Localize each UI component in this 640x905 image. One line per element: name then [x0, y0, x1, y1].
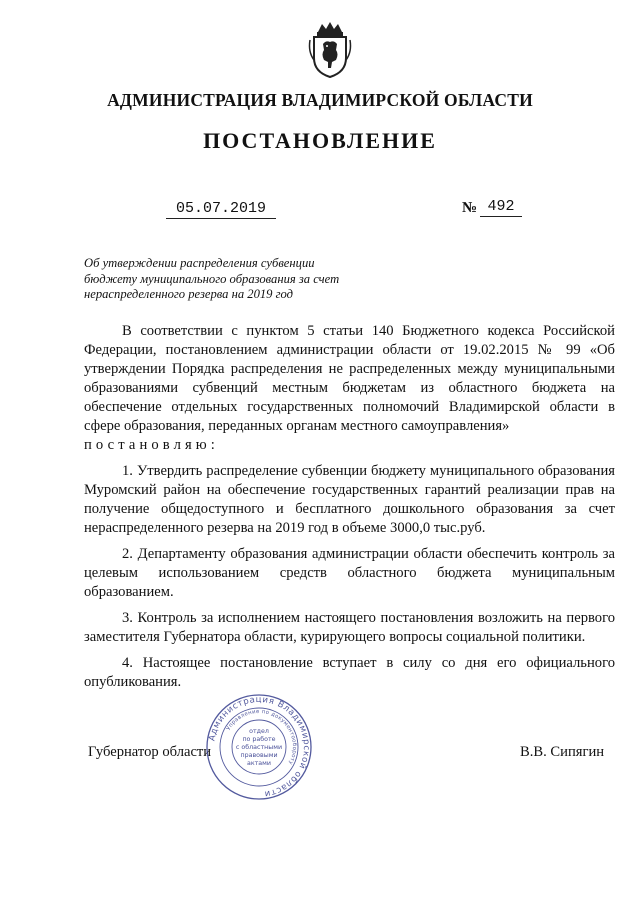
item-paragraph-4: 4. Настоящее постановление вступает в силу со дня его официального опубликования. [84, 655, 615, 690]
document-type-title: ПОСТАНОВЛЕНИЕ [203, 128, 437, 153]
subject-line: нераспределенного резерва на 2019 год [84, 287, 294, 301]
document-number: 492 [480, 198, 522, 217]
subject-line: Об утверждении распределения субвенции [84, 256, 315, 270]
stamp-ring-text: Управление по документообороту [225, 708, 298, 766]
signatory-position: Губернатор области [88, 744, 212, 760]
subject-line: бюджету муниципального образования за счет [84, 271, 340, 286]
stamp-center-line: по работе [242, 736, 276, 743]
official-stamp-icon [205, 693, 313, 801]
resolve-word: постановляю: [84, 437, 219, 453]
item-paragraph-3: 3. Контроль за исполнением настоящего постановления возложить на первого заместителя Губернатора области, курирующего вопросы социальной политики. [84, 610, 615, 645]
preamble-paragraph [84, 322, 615, 455]
stamp-center-line: актами [246, 760, 272, 767]
document-body [84, 322, 615, 692]
organization-name: АДМИНИСТРАЦИЯ ВЛАДИМИРСКОЙ ОБЛАСТИ [107, 90, 533, 110]
stamp-center-line: с областными [235, 744, 283, 751]
coat-of-arms-icon [306, 20, 354, 80]
stamp-center-line: отдел [249, 728, 269, 735]
item-paragraph-2: 2. Департаменту образования администрации области обеспечить контроль за целевым использованием средств областного бюджета муниципальным образованием. [84, 546, 615, 600]
stamp-center-line: правовыми [240, 752, 278, 759]
document-date: 05.07.2019 [166, 200, 276, 219]
item-paragraph-1: 1. Утвердить распределение субвенции бюджету муниципального образования Муромский район на обеспечение государственных гарантий реализации прав на получение общедоступного и бесплатного дошкольного образования за счет нераспределенного резерва на 2019 год в объеме 3000,0 тыс.руб. [84, 463, 615, 536]
signatory-name: В.В. Сипягин [520, 744, 605, 760]
number-label: № [462, 200, 478, 216]
document-subject [84, 256, 356, 303]
preamble-text: В соответствии с пунктом 5 статьи 140 Бюджетного кодекса Российской Федерации, постановлением администрации области от 19.02.2015 № 99 «Об утверждении Порядка распределения не распределенных между муниципальными образованиями субвенций местным бюджетам из областного бюджета на обеспечение отдельных государственных полномочий Владимирской области в сфере образования, переданных органам местного самоуправления» [84, 323, 615, 434]
stamp-outer-text: Администрация Владимирской области [207, 694, 312, 799]
